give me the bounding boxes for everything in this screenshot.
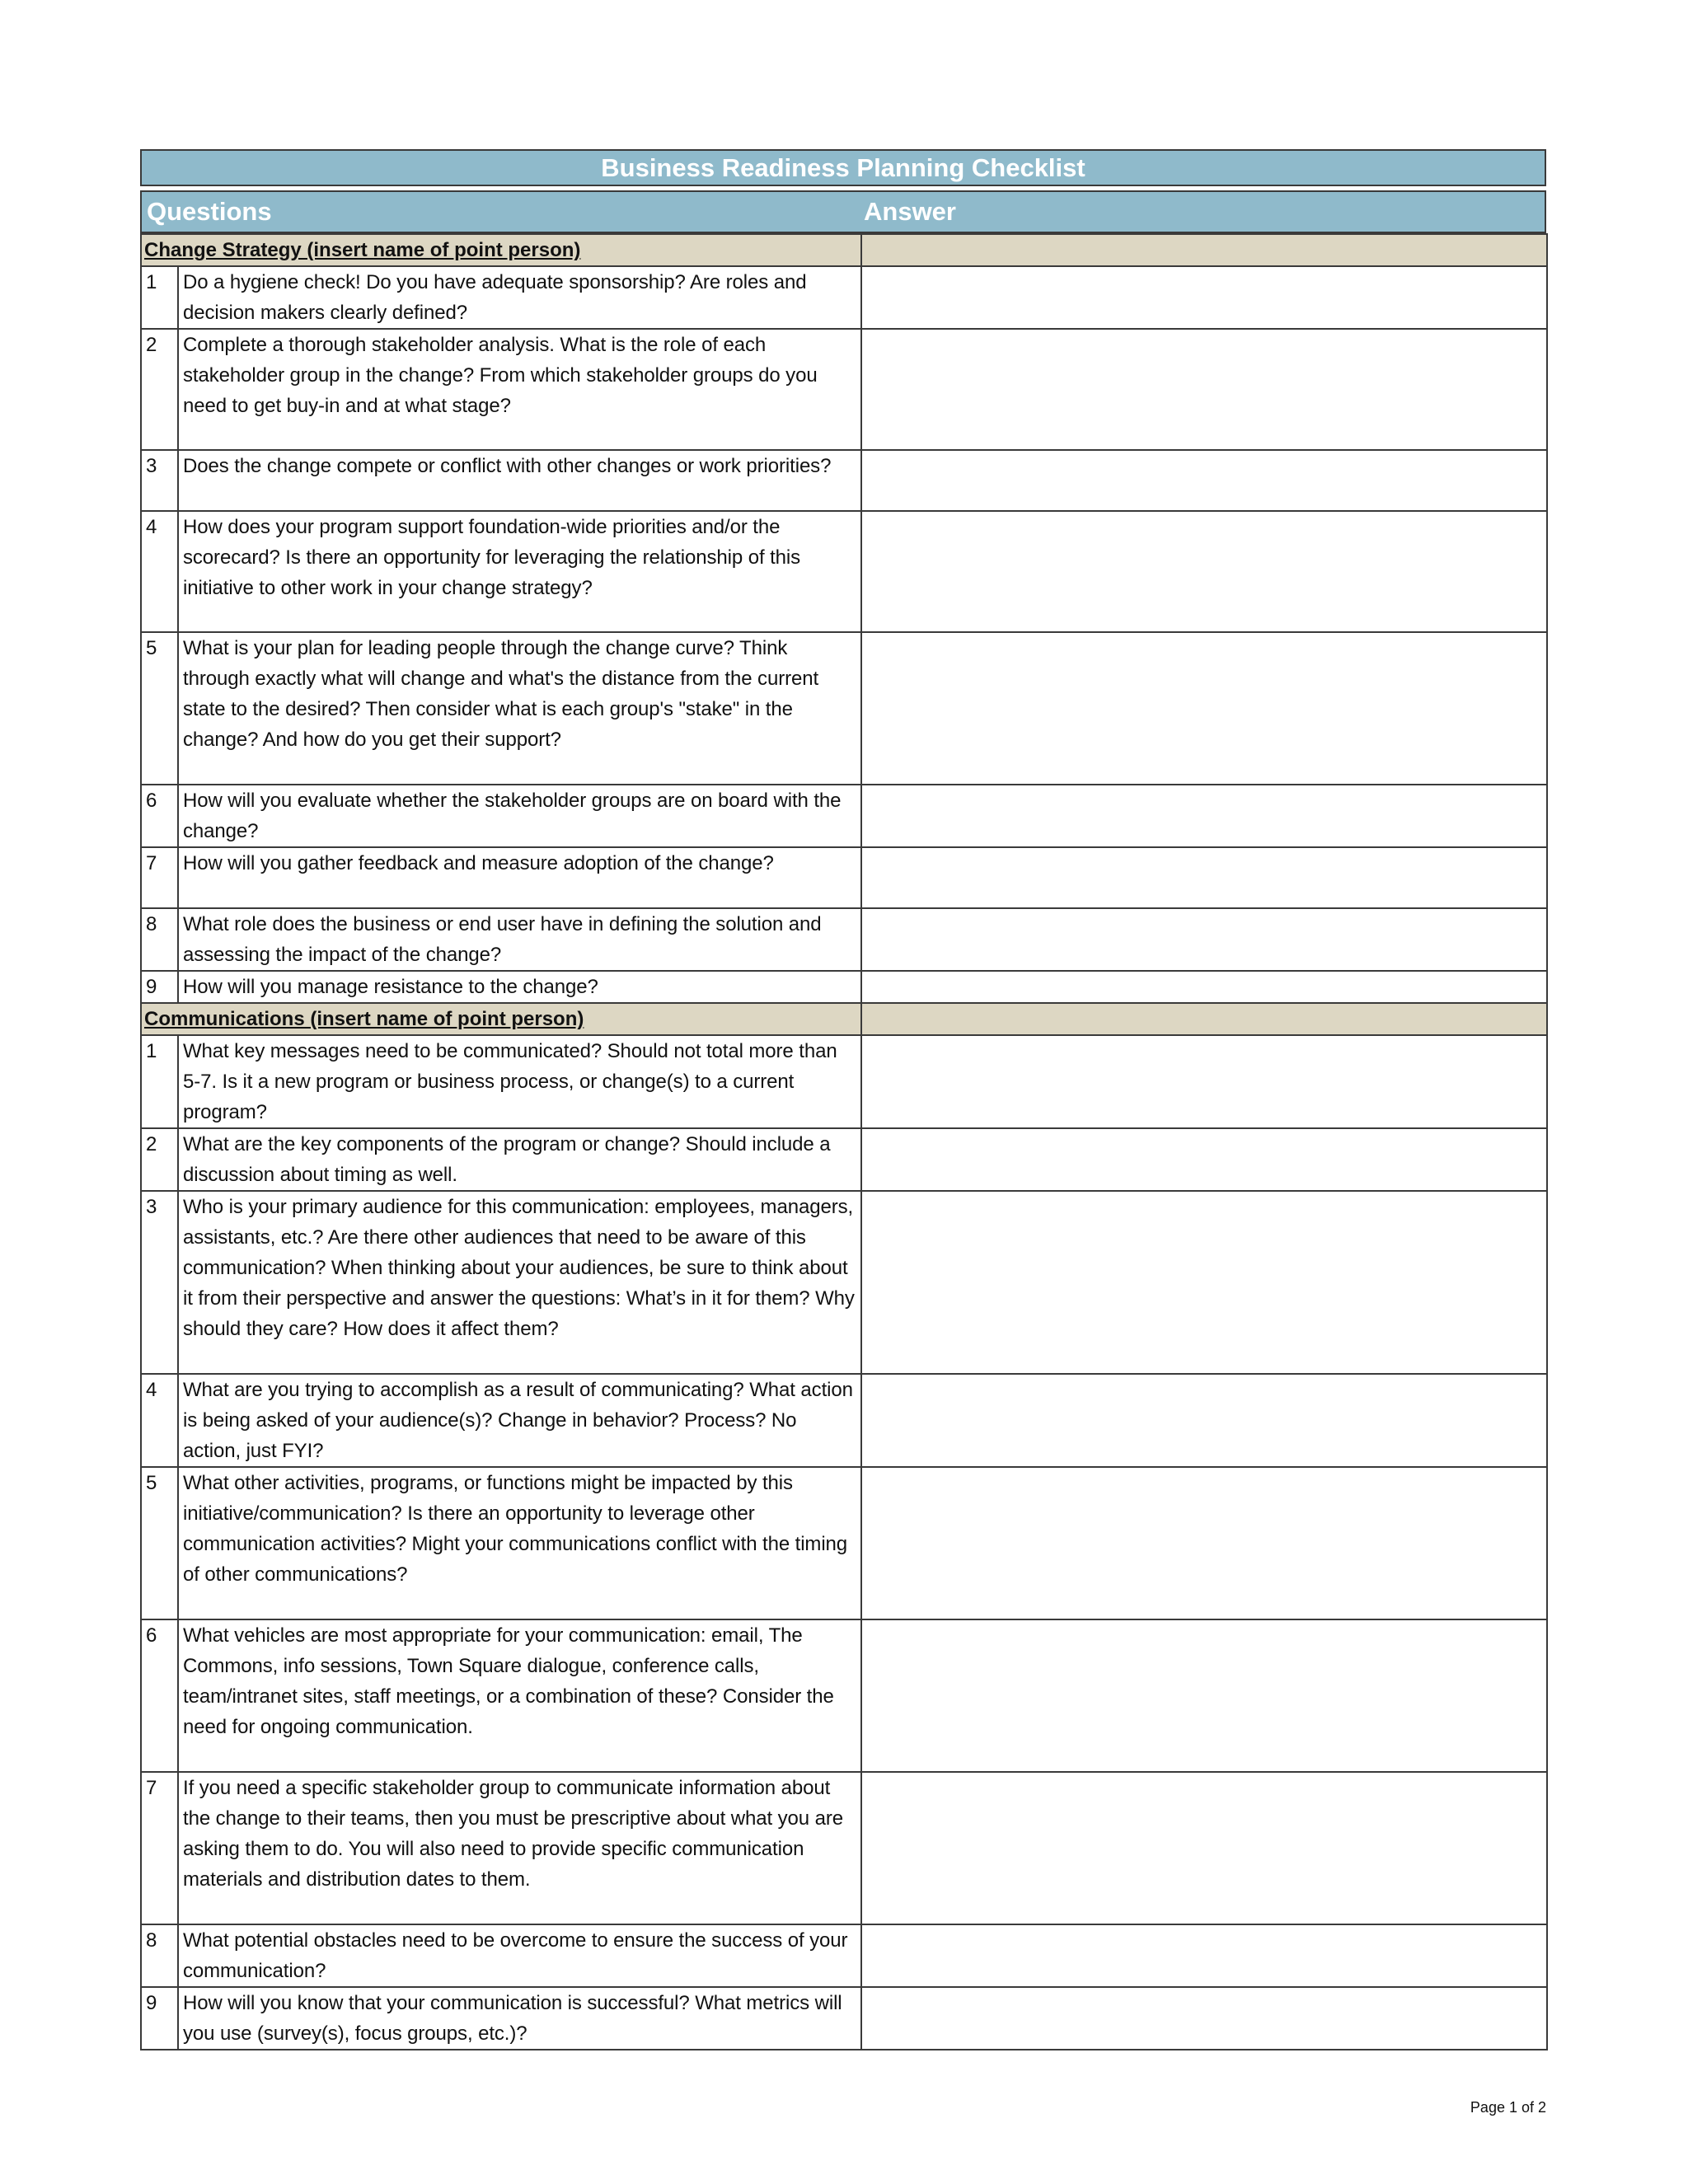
question-text: How will you manage resistance to the change?: [178, 971, 861, 1003]
section-header-change-strategy: [141, 234, 1547, 266]
answer-cell[interactable]: [861, 329, 1547, 450]
answer-cell[interactable]: [861, 847, 1547, 908]
question-number: 5: [141, 632, 178, 785]
checklist-table: [140, 233, 1548, 2050]
section-header-communications: [141, 1003, 1547, 1035]
question-row: [141, 266, 1547, 329]
question-text: What key messages need to be communicated? Should not total more than 5-7. Is it a new program or business process, or change(s) to a current program?: [178, 1035, 861, 1128]
page-number: Page 1 of 2: [1470, 2099, 1546, 2116]
question-text: What are the key components of the program or change? Should include a discussion about timing as well.: [178, 1128, 861, 1191]
question-text: What vehicles are most appropriate for your communication: email, The Commons, info sessions, Town Square dialogue, conference calls, team/intranet sites, staff meetings, or a combination of these? Consider the need for ongoing communication.: [178, 1619, 861, 1772]
answer-cell[interactable]: [861, 266, 1547, 329]
checklist-sheet: [140, 149, 1546, 2050]
section-label: Change Strategy (insert name of point person): [141, 234, 861, 266]
answer-cell[interactable]: [861, 1987, 1547, 2050]
question-number: 2: [141, 1128, 178, 1191]
question-text: If you need a specific stakeholder group to communicate information about the change to their teams, then you must be prescriptive about what you are asking them to do. You will also need to provide specific communication materials and distribution dates to them.: [178, 1772, 861, 1924]
question-row: [141, 1987, 1547, 2050]
questions-column-header: Questions: [147, 197, 272, 226]
question-number: 7: [141, 847, 178, 908]
question-text: How does your program support foundation-wide priorities and/or the scorecard? Is there an opportunity for leveraging the relationship of this initiative to other work in your change strategy?: [178, 511, 861, 632]
answer-cell[interactable]: [861, 908, 1547, 971]
answer-cell[interactable]: [861, 1035, 1547, 1128]
question-text: How will you gather feedback and measure adoption of the change?: [178, 847, 861, 908]
question-text: Complete a thorough stakeholder analysis. What is the role of each stakeholder group in the change? From which stakeholder groups do you need to get buy-in and at what stage?: [178, 329, 861, 450]
question-row: [141, 1772, 1547, 1924]
question-row: [141, 785, 1547, 847]
question-row: [141, 450, 1547, 511]
question-text: Who is your primary audience for this communication: employees, managers, assistants, etc.? Are there other audiences that need to be aware of this communication? When thinking about your audiences, be sure to think about it from their perspective and answer the questions: What’s in it for them? Why should they care? How does it affect them?: [178, 1191, 861, 1374]
question-row: [141, 329, 1547, 450]
question-number: 9: [141, 971, 178, 1003]
answer-cell[interactable]: [861, 1619, 1547, 1772]
section-answer-cell[interactable]: [861, 1003, 1547, 1035]
question-text: What is your plan for leading people through the change curve? Think through exactly what will change and what's the distance from the current state to the desired? Then consider what is each group's "stake" in the change? And how do you get their support?: [178, 632, 861, 785]
answer-cell[interactable]: [861, 450, 1547, 511]
question-row: [141, 1191, 1547, 1374]
question-text: What potential obstacles need to be overcome to ensure the success of your communication?: [178, 1924, 861, 1987]
question-text: What are you trying to accomplish as a result of communicating? What action is being asked of your audience(s)? Change in behavior? Process? No action, just FYI?: [178, 1374, 861, 1467]
question-row: [141, 847, 1547, 908]
checklist-title-text: Business Readiness Planning Checklist: [601, 152, 1085, 182]
question-text: What role does the business or end user have in defining the solution and assessing the impact of the change?: [178, 908, 861, 971]
question-number: 1: [141, 1035, 178, 1128]
answer-cell[interactable]: [861, 1374, 1547, 1467]
answer-cell[interactable]: [861, 1191, 1547, 1374]
question-text: How will you know that your communication is successful? What metrics will you use (survey(s), focus groups, etc.)?: [178, 1987, 861, 2050]
question-row: [141, 1035, 1547, 1128]
question-number: 6: [141, 1619, 178, 1772]
section-answer-cell[interactable]: [861, 234, 1547, 266]
section-label: Communications (insert name of point person): [141, 1003, 861, 1035]
question-number: 4: [141, 1374, 178, 1467]
answer-cell[interactable]: [861, 1772, 1547, 1924]
question-number: 1: [141, 266, 178, 329]
question-row: [141, 511, 1547, 632]
answer-cell[interactable]: [861, 1924, 1547, 1987]
question-row: [141, 971, 1547, 1003]
question-text: Does the change compete or conflict with other changes or work priorities?: [178, 450, 861, 511]
question-number: 7: [141, 1772, 178, 1924]
question-number: 5: [141, 1467, 178, 1619]
answer-cell[interactable]: [861, 511, 1547, 632]
answer-cell[interactable]: [861, 1467, 1547, 1619]
question-row: [141, 908, 1547, 971]
question-text: Do a hygiene check! Do you have adequate sponsorship? Are roles and decision makers clearly defined?: [178, 266, 861, 329]
question-number: 4: [141, 511, 178, 632]
question-number: 3: [141, 1191, 178, 1374]
question-number: 8: [141, 908, 178, 971]
question-number: 6: [141, 785, 178, 847]
question-row: [141, 1374, 1547, 1467]
answer-cell[interactable]: [861, 632, 1547, 785]
answer-cell[interactable]: [861, 971, 1547, 1003]
question-row: [141, 1924, 1547, 1987]
question-number: 3: [141, 450, 178, 511]
answer-cell[interactable]: [861, 785, 1547, 847]
checklist-title: [140, 149, 1546, 186]
question-text: How will you evaluate whether the stakeholder groups are on board with the change?: [178, 785, 861, 847]
question-row: [141, 632, 1547, 785]
answer-column-header: Answer: [864, 197, 956, 226]
column-header-row: [140, 190, 1546, 233]
answer-cell[interactable]: [861, 1128, 1547, 1191]
question-number: 9: [141, 1987, 178, 2050]
question-row: [141, 1128, 1547, 1191]
question-number: 2: [141, 329, 178, 450]
question-text: What other activities, programs, or functions might be impacted by this initiative/communication? Is there an opportunity to leverage other communication activities? Might your communications conflict with the timing of other communications?: [178, 1467, 861, 1619]
question-row: [141, 1467, 1547, 1619]
question-row: [141, 1619, 1547, 1772]
question-number: 8: [141, 1924, 178, 1987]
